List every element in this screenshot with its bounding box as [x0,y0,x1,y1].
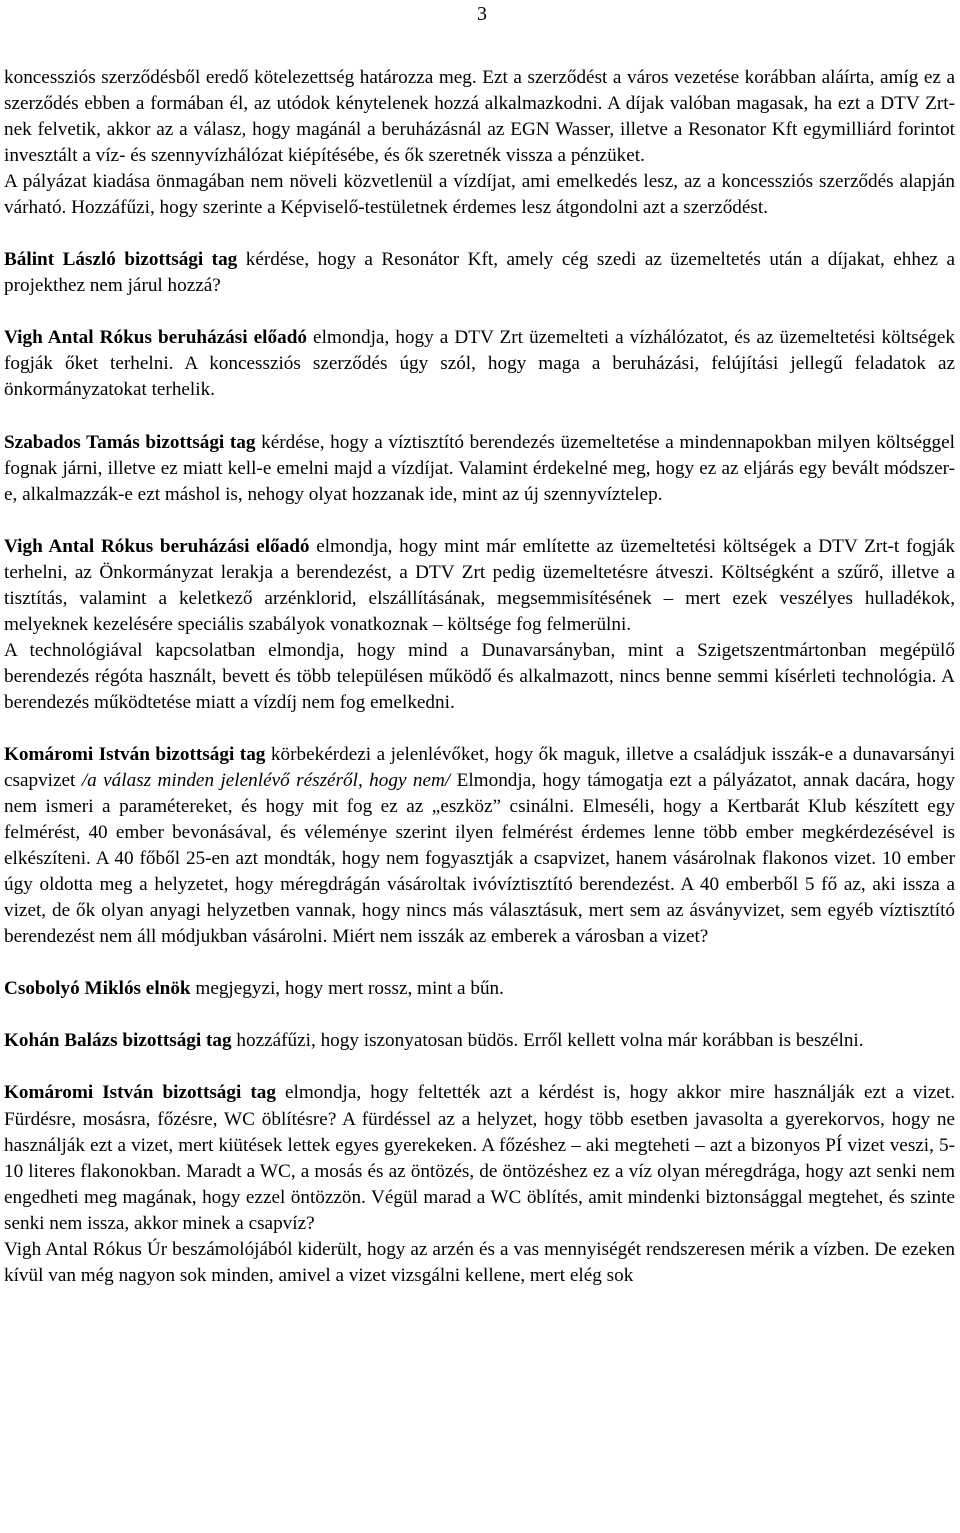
speaker-name: Vigh Antal Rókus beruházási előadó [4,327,307,349]
speaker-name: Bálint László bizottsági tag [4,249,238,271]
paragraph-text: kérdése, hogy a víztisztító berendezés üzemeltetése a mindennapokban milyen költséggel fognak járni, illetve ez miatt kell-e emelni majd a vízdíjat. Valamint érdekelné meg, hogy ez az eljárás egy bevált módszer-e, alkalmazzák-e ezt máshol is, nehogy olyat hozzanak ide, mint az új szennyvíztelep. [4,431,956,505]
paragraph-12: Vigh Antal Rókus Úr beszámolójából kiderült, hogy az arzén és a vas mennyiségét rendszeresen mérik a vízben. De ezeken kívül van még nagyon sok minden, amivel a vizet vizsgálni kellene, mert elég sok [4,1238,955,1286]
speaker-name: Komáromi István bizottsági tag [4,1082,276,1104]
document-body [4,65,955,1289]
speaker-name: Komáromi István bizottsági tag [4,743,266,765]
paragraph-9 [4,976,955,1002]
paragraph-text: Elmondja, hogy támogatja ezt a pályázatot, annak dacára, hogy nem ismeri a paramétereket, és hogy mit fog ez az „eszköz” csinálni. Elmeséli, hogy a Kertbarát Klub készített egy felmérést, 40 ember bevonásával, és véleménye szerint ilyen felmérést érdemes lenne több ember megkérdezésével is elkészíteni. A 40 főből 25-en azt mondták, hogy nem fogyasztják a csapvizet, hanem vásárolnak flakonos vizet. 10 ember úgy oldotta meg a helyzetet, hogy méregdrágán vásároltak ivóvíztisztító berendezést. A 40 emberből 5 fő az, aki issza a vizet, de ők olyan anyagi helyzetben vannak, hogy nincs más választásuk, mert sem az ásványvizet, sem egyéb víztisztító berendezést nem áll módjukban vásárolni. Miért nem isszák az emberek a városban a vizet? [4,770,955,948]
paragraph-5 [4,430,955,508]
paragraph-8 [4,742,955,950]
speaker-name: Vigh Antal Rókus beruházási előadó [4,535,310,557]
paragraph-text: elmondja, hogy a DTV Zrt üzemelteti a vízhálózatot, és az üzemeltetési költségek fogják őket terhelni. A koncessziós szerződés úgy szól, hogy maga a beruházási, felújítási jellegű feladatok az önkormányzatokat terhelik. [4,327,955,401]
paragraph-text: elmondja, hogy mint már említette az üzemeltetési költségek a DTV Zrt-t fogják terhelni, az Önkormányzat lerakja a berendezést, a DTV Zrt pedig üzemeltetésre átveszi. Költségként a szűrő, illetve a tisztítás, valamint a keletkező arzénklorid, elszállításának, megsemmisítésének – mert ezek veszélyes hulladékok, melyeknek kezelésére speciális szabályok vonatkoznak – költsége fog felmerülni. [4,535,955,635]
page-number: 3 [477,3,487,25]
paragraph-6 [4,534,955,638]
paragraph-11 [4,1080,955,1236]
paragraph-1: koncessziós szerződésből eredő kötelezettség határozza meg. Ezt a szerződést a város vezetése korábban aláírta, amíg ez a szerződés ebben a formában él, az utódok kénytelenek hozzá alkalmazkodni. A díjak valóban magasak, ha ezt a DTV Zrt-nek felvetik, akkor az a válasz, hogy magánál a beruházásnál az EGN Wasser, illetve a Resonator Kft egymilliárd forintot invesztált a víz- és szennyvízhálózat kiépítésébe, és ők szeretnék vissza a pénzüket. [4,67,955,167]
paragraph-10 [4,1028,955,1054]
italic-note: /a válasz minden jelenlévő részéről, hogy nem/ [81,770,451,792]
paragraph-text: körbekérdezi a jelenlévőket, hogy ők maguk, illetve a családjuk isszák-e a dunavarsányi csapvizet [4,743,956,792]
paragraph-2: A pályázat kiadása önmagában nem növeli közvetlenül a vízdíjat, ami emelkedés lesz, az a koncessziós szerződés alapján várható. Hozzáfűzi, hogy szerinte a Képviselő-testületnek érdemes lesz átgondolni azt a szerződést. [4,171,955,219]
paragraph-4 [4,325,955,403]
paragraph-text: elmondja, hogy feltették azt a kérdést is, hogy akkor mire használják ezt a vizet. Fürdésre, mosásra, főzésre, WC öblítésre? A fürdéssel az a helyzet, hogy több esetben javasolta a gyerekorvos, hogy ne használják ezt a vizet, mert kiütések lettek egyes gyerekeken. A főzéshez – aki megteheti – azt a bizonyos PÍ vizet veszi, 5-10 literes flakonokban. Maradt a WC, a mosás és az öntözés, de öntözéshez ez a víz olyan méregdrága, hogy azt senki nem engedheti meg magának, hogy ezzel öntözzön. Végül marad a WC öblítés, amit mindenki biztonsággal megtehet, és szinte senki nem issza, akkor minek a csapvíz? [4,1082,955,1234]
paragraph-text: kérdése, hogy a Resonátor Kft, amely cég szedi az üzemeltetés után a díjakat, ehhez a projekthez nem járul hozzá? [4,249,955,297]
speaker-name: Szabados Tamás bizottsági tag [4,431,256,453]
paragraph-text: hozzáfűzi, hogy iszonyatosan büdös. Erről kellett volna már korábban is beszélni. [231,1030,864,1052]
paragraph-3 [4,247,955,299]
speaker-name: Kohán Balázs bizottsági tag [4,1030,232,1052]
paragraph-text: megjegyzi, hogy mert rossz, mint a bűn. [190,978,504,1000]
speaker-name: Csobolyó Miklós elnök [4,978,191,1000]
paragraph-7: A technológiával kapcsolatban elmondja, hogy mind a Dunavarsányban, mint a Szigetszentmártonban megépülő berendezés régóta használt, bevett és több településen működő és alkalmazott, nincs benne semmi kísérleti technológia. A berendezés működtetése miatt a vízdíj nem fog emelkedni. [4,639,955,713]
